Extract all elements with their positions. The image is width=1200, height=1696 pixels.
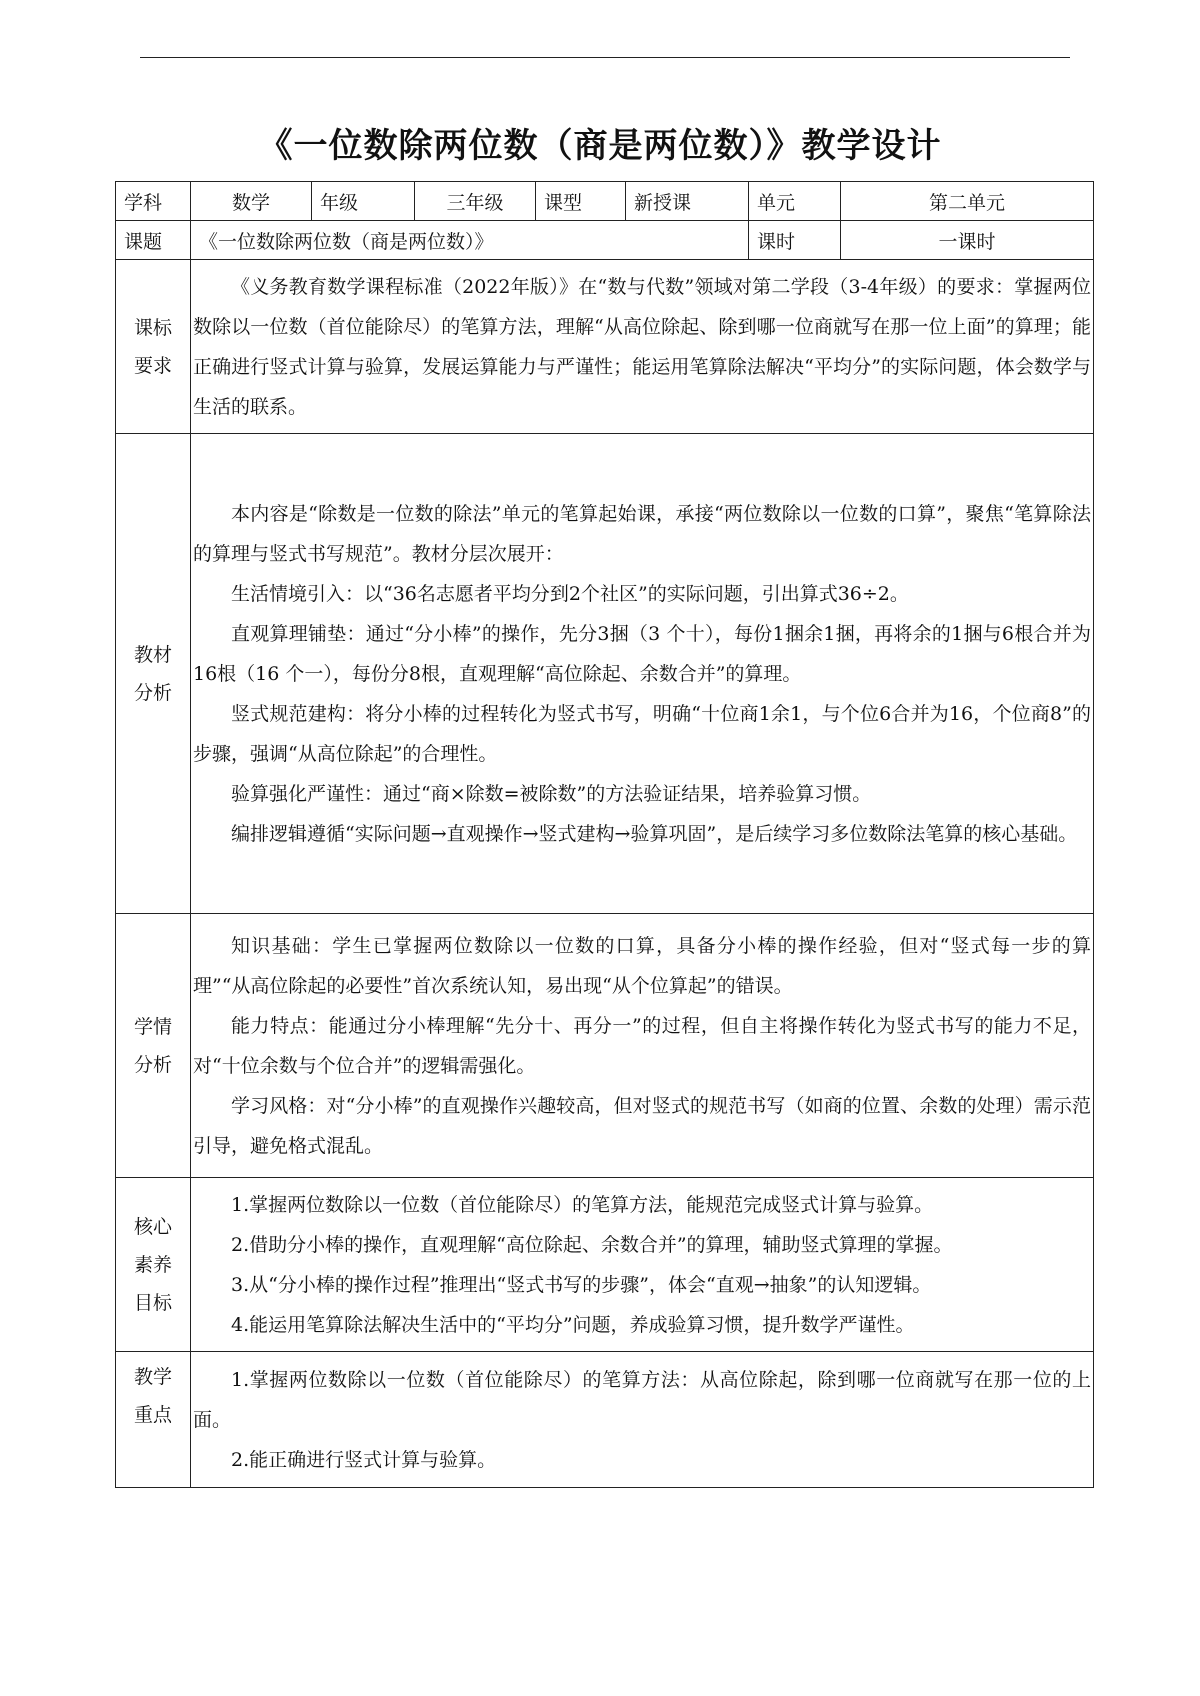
paragraph: 能力特点：能通过分小棒理解“先分十、再分一”的过程，但自主将操作转化为竖式书写的能力不足，对“十位余数与个位合并”的逻辑需强化。 xyxy=(193,1014,1091,1077)
paragraph: 1.掌握两位数除以一位数（首位能除尽）的笔算方法，能规范完成竖式计算与验算。 xyxy=(231,1193,934,1216)
type-label: 课型 xyxy=(536,182,626,221)
grade-label: 年级 xyxy=(312,182,415,221)
unit-value: 第二单元 xyxy=(841,182,1094,221)
paragraph: 2.能正确进行竖式计算与验算。 xyxy=(231,1448,497,1471)
goals-row xyxy=(116,1178,1094,1352)
goals-label: 核心 素养 目标 xyxy=(116,1178,191,1352)
paragraph: 验算强化严谨性：通过“商×除数=被除数”的方法验证结果，培养验算习惯。 xyxy=(231,782,872,805)
textbook-content xyxy=(191,434,1094,914)
paragraph: 竖式规范建构：将分小棒的过程转化为竖式书写，明确“十位商1余1，与个位6合并为16，个位商8”的步骤，强调“从高位除起”的合理性。 xyxy=(193,702,1091,765)
textbook-row xyxy=(116,434,1094,914)
textbook-label: 教材 分析 xyxy=(116,434,191,914)
paragraph: 2.借助分小棒的操作，直观理解“高位除起、余数合并”的算理，辅助竖式算理的掌握。 xyxy=(231,1233,953,1256)
paragraph: 直观算理铺垫：通过“分小棒”的操作，先分3捆（3 个十），每份1捆余1捆，再将余的1捆与6根合并为16根（16 个一），每份分8根，直观理解“高位除起、余数合并”的算理。 xyxy=(193,622,1091,685)
header-rule xyxy=(140,57,1070,58)
paragraph: 3.从“分小棒的操作过程”推理出“竖式书写的步骤”，体会“直观→抽象”的认知逻辑。 xyxy=(231,1273,932,1296)
paragraph: 《义务教育数学课程标准（2022年版）》在“数与代数”领域对第二学段（3-4年级）的要求：掌握两位数除以一位数（首位能除尽）的笔算方法，理解“从高位除起、除到哪一位商就写在那一位上面”的算理；能正确进行竖式计算与验算，发展运算能力与严谨性；能运用笔算除法解决“平均分”的实际问题，体会数学与生活的联系。 xyxy=(193,275,1091,418)
grade-value: 三年级 xyxy=(415,182,536,221)
topic-label: 课题 xyxy=(116,221,191,260)
unit-label: 单元 xyxy=(749,182,841,221)
standards-label: 课标 要求 xyxy=(116,260,191,434)
learners-label: 学情 分析 xyxy=(116,914,191,1178)
topic-row xyxy=(116,221,1094,260)
subject-value: 数学 xyxy=(191,182,312,221)
hours-label: 课时 xyxy=(749,221,841,260)
hours-value: 一课时 xyxy=(841,221,1094,260)
paragraph: 生活情境引入：以“36名志愿者平均分到2个社区”的实际问题，引出算式36÷2。 xyxy=(231,582,909,605)
document-title: 《一位数除两位数（商是两位数）》教学设计 xyxy=(258,126,942,166)
goals-content xyxy=(191,1178,1094,1352)
standards-content xyxy=(191,260,1094,434)
learners-row xyxy=(116,914,1094,1178)
lesson-plan-table xyxy=(115,181,1094,1488)
paragraph: 编排逻辑遵循“实际问题→直观操作→竖式建构→验算巩固”，是后续学习多位数除法笔算的核心基础。 xyxy=(231,822,1078,845)
standards-row xyxy=(116,260,1094,434)
paragraph: 本内容是“除数是一位数的除法”单元的笔算起始课，承接“两位数除以一位数的口算”，聚焦“笔算除法的算理与竖式书写规范”。教材分层次展开： xyxy=(193,502,1091,565)
paragraph: 1.掌握两位数除以一位数（首位能除尽）的笔算方法：从高位除起，除到哪一位商就写在那一位的上面。 xyxy=(193,1368,1091,1431)
key-points-content xyxy=(191,1352,1094,1488)
key-points-label: 教学 重点 xyxy=(116,1352,191,1488)
header-row xyxy=(116,182,1094,221)
learners-content xyxy=(191,914,1094,1178)
paragraph: 知识基础：学生已掌握两位数除以一位数的口算，具备分小棒的操作经验，但对“竖式每一步的算理”“从高位除起的必要性”首次系统认知，易出现“从个位算起”的错误。 xyxy=(193,934,1091,997)
type-value: 新授课 xyxy=(626,182,749,221)
topic-value: 《一位数除两位数（商是两位数）》 xyxy=(191,221,749,260)
key-points-row xyxy=(116,1352,1094,1488)
paragraph: 学习风格：对“分小棒”的直观操作兴趣较高，但对竖式的规范书写（如商的位置、余数的处理）需示范引导，避免格式混乱。 xyxy=(193,1094,1091,1157)
subject-label: 学科 xyxy=(116,182,191,221)
paragraph: 4.能运用笔算除法解决生活中的“平均分”问题，养成验算习惯，提升数学严谨性。 xyxy=(231,1313,915,1336)
